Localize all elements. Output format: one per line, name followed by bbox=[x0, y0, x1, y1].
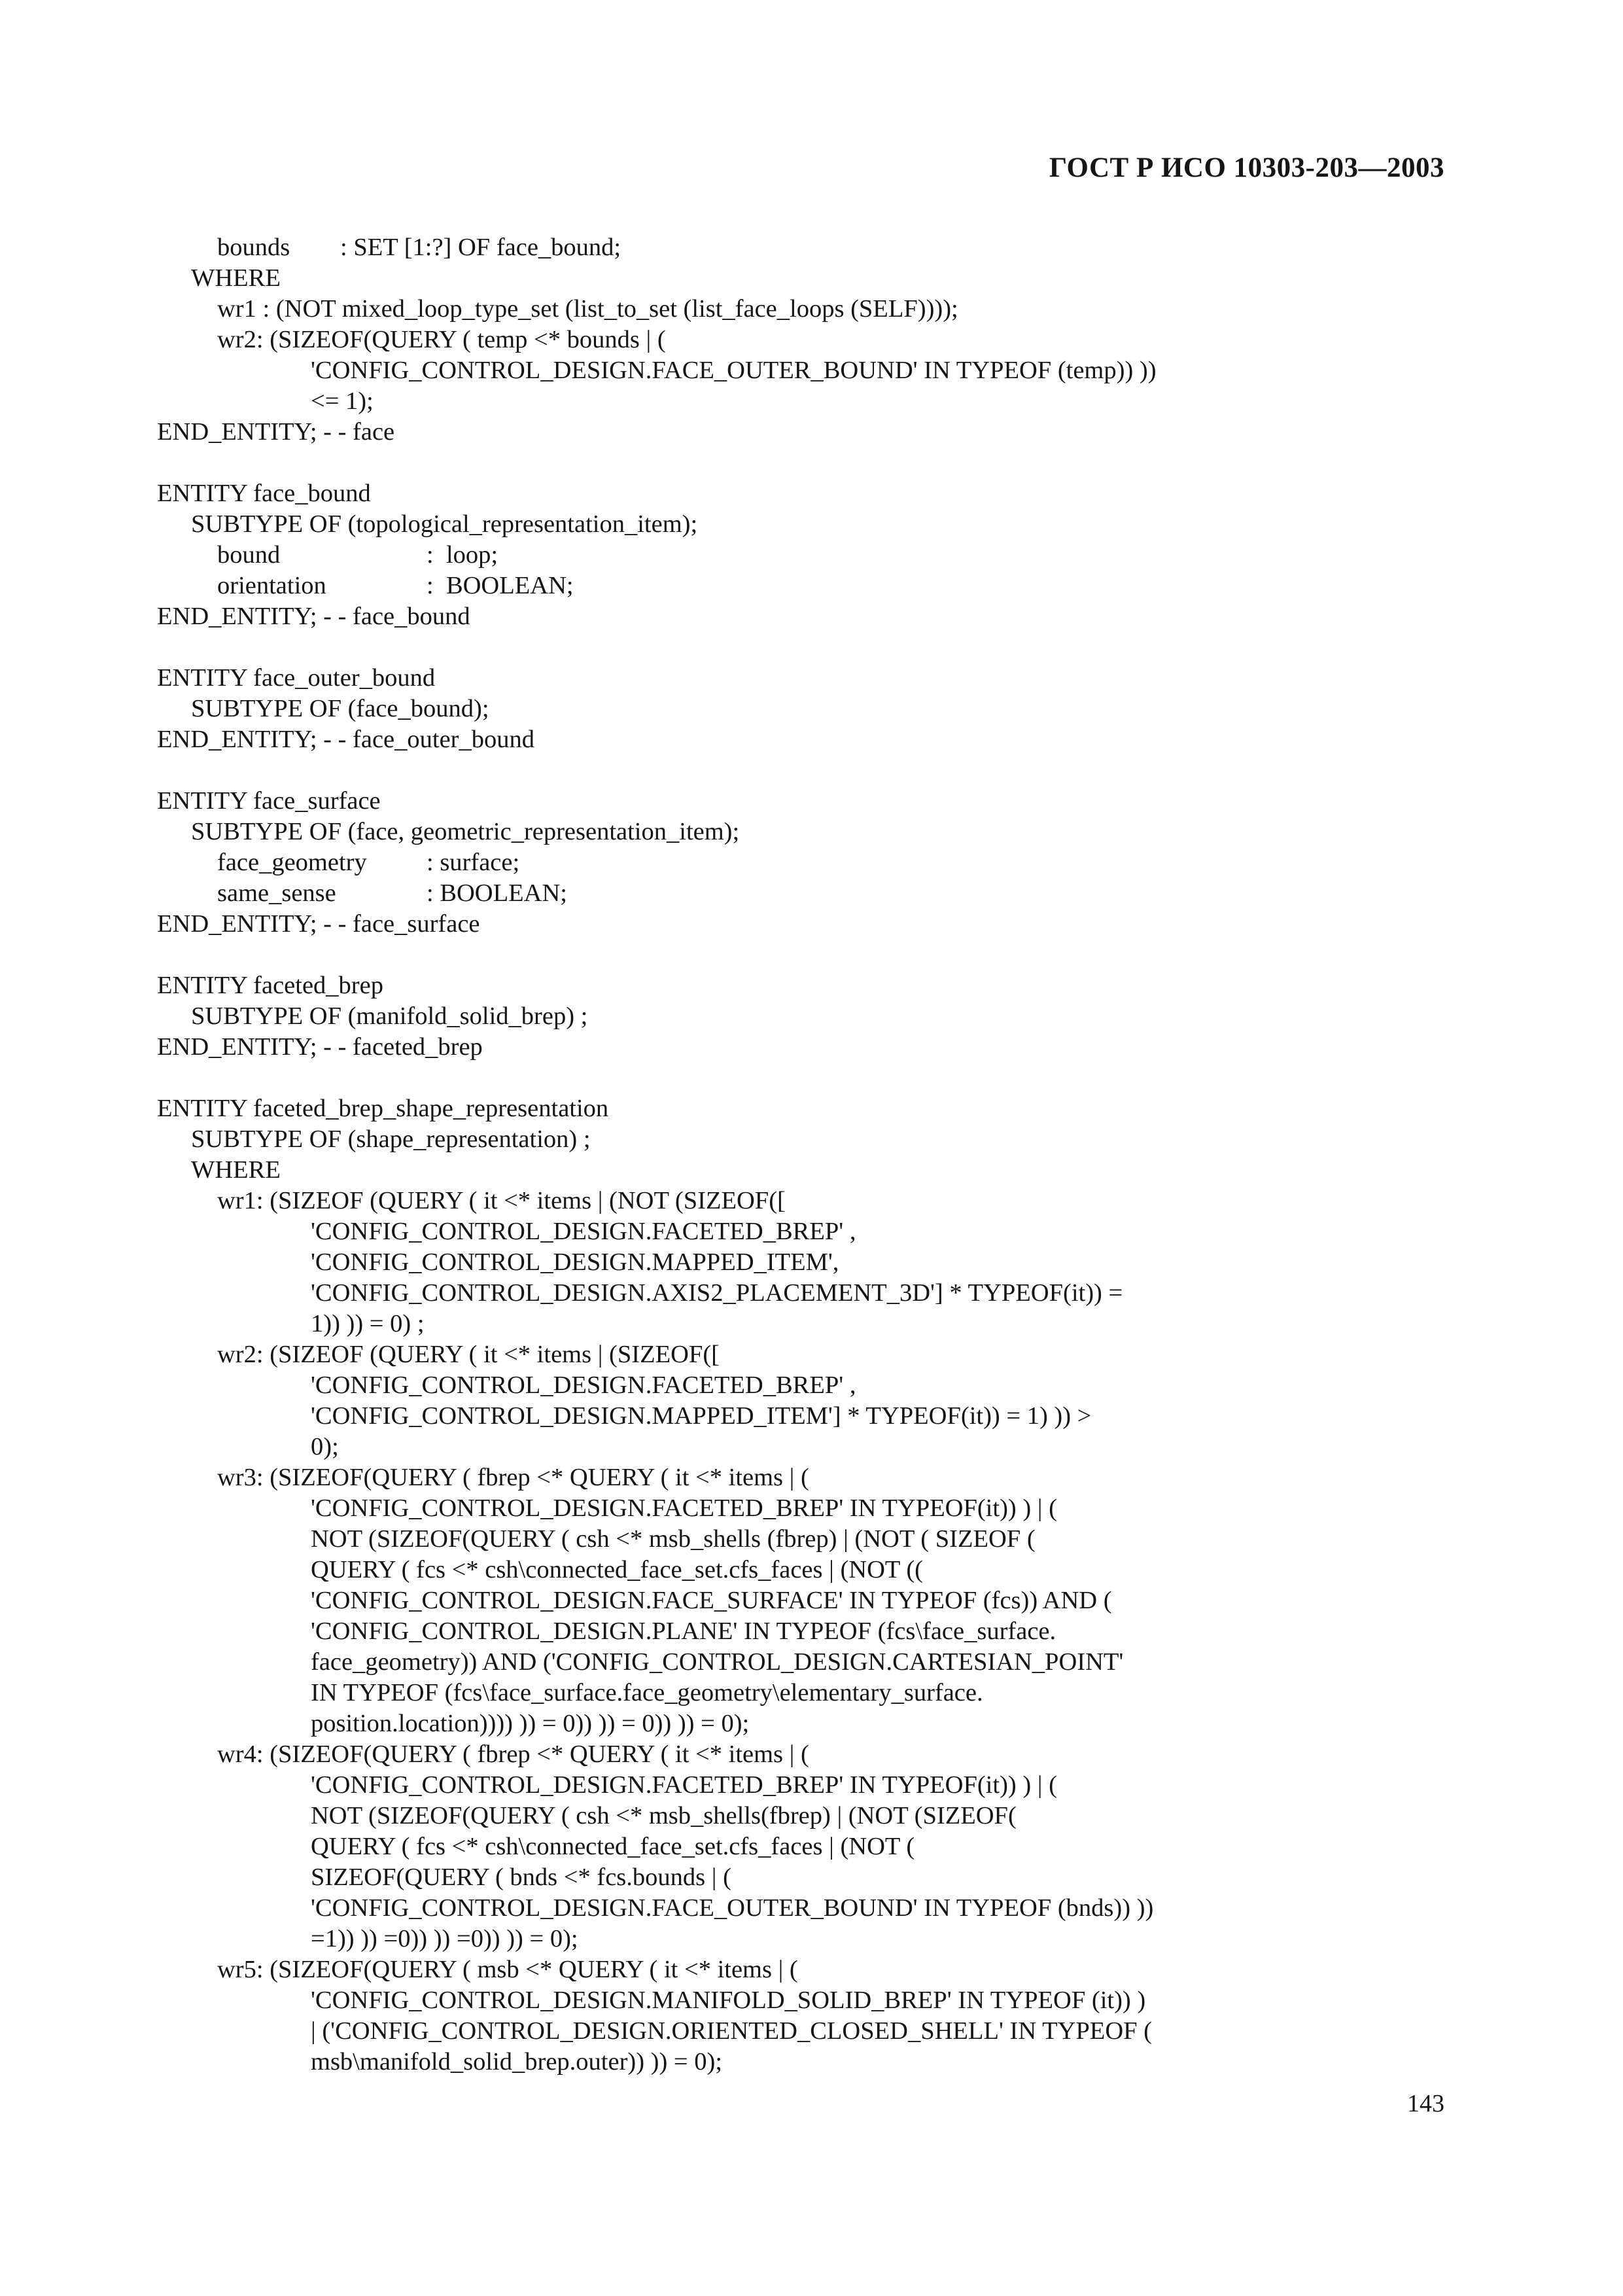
attribute-type: : surface; bbox=[427, 849, 520, 876]
code-line: NOT (SIZEOF(QUERY ( csh <* msb_shells (fbrep) | (NOT ( SIZEOF ( bbox=[311, 1525, 1036, 1553]
attribute-name: bounds bbox=[217, 234, 290, 261]
code-line: ENTITY face_surface bbox=[157, 787, 381, 815]
code-line: SUBTYPE OF (manifold_solid_brep) ; bbox=[191, 1002, 588, 1030]
attribute-name: bound bbox=[217, 541, 281, 569]
code-line: 'CONFIG_CONTROL_DESIGN.FACE_OUTER_BOUND' IN TYPEOF (temp)) )) bbox=[311, 357, 1157, 384]
code-line bbox=[217, 232, 621, 263]
code-line bbox=[217, 878, 567, 909]
attribute-name: face_geometry bbox=[217, 849, 367, 876]
attribute-name: same_sense bbox=[217, 879, 336, 907]
code-line: wr1: (SIZEOF (QUERY ( it <* items | (NOT (SIZEOF([ bbox=[217, 1187, 786, 1214]
code-line: END_ENTITY; - - face_outer_bound bbox=[157, 726, 534, 753]
code-line: 'CONFIG_CONTROL_DESIGN.MAPPED_ITEM', bbox=[311, 1248, 839, 1276]
code-line: | ('CONFIG_CONTROL_DESIGN.ORIENTED_CLOSED_SHELL' IN TYPEOF ( bbox=[311, 2017, 1152, 2045]
code-line: wr2: (SIZEOF (QUERY ( it <* items | (SIZEOF([ bbox=[217, 1341, 720, 1368]
code-line: END_ENTITY; - - faceted_brep bbox=[157, 1033, 483, 1061]
attribute-type: : BOOLEAN; bbox=[427, 572, 574, 599]
code-line: 'CONFIG_CONTROL_DESIGN.FACETED_BREP' IN TYPEOF(it)) ) | ( bbox=[311, 1494, 1057, 1522]
code-line: wr2: (SIZEOF(QUERY ( temp <* bounds | ( bbox=[217, 326, 666, 353]
code-line: position.location)))) )) = 0)) )) = 0)) )) = 0); bbox=[311, 1710, 750, 1737]
code-line: wr5: (SIZEOF(QUERY ( msb <* QUERY ( it <* items | ( bbox=[217, 1956, 798, 1983]
code-line: WHERE bbox=[191, 264, 281, 292]
code-line bbox=[217, 847, 520, 878]
code-line: QUERY ( fcs <* csh\connected_face_set.cfs_faces | (NOT (( bbox=[311, 1556, 923, 1583]
code-line: 'CONFIG_CONTROL_DESIGN.FACE_OUTER_BOUND' IN TYPEOF (bnds)) )) bbox=[311, 1894, 1154, 1922]
code-line: face_geometry)) AND ('CONFIG_CONTROL_DESIGN.CARTESIAN_POINT' bbox=[311, 1648, 1124, 1676]
code-line: 'CONFIG_CONTROL_DESIGN.MANIFOLD_SOLID_BREP' IN TYPEOF (it)) ) bbox=[311, 1987, 1146, 2014]
code-line: SUBTYPE OF (face, geometric_representation_item); bbox=[191, 818, 740, 845]
code-line: 'CONFIG_CONTROL_DESIGN.FACETED_BREP' , bbox=[311, 1218, 856, 1245]
code-line: SIZEOF(QUERY ( bnds <* fcs.bounds | ( bbox=[311, 1863, 731, 1891]
code-line: 'CONFIG_CONTROL_DESIGN.AXIS2_PLACEMENT_3D'] * TYPEOF(it)) = bbox=[311, 1279, 1123, 1307]
code-line: WHERE bbox=[191, 1156, 281, 1184]
code-line: 'CONFIG_CONTROL_DESIGN.MAPPED_ITEM'] * TYPEOF(it)) = 1) )) > bbox=[311, 1402, 1092, 1430]
code-line: ENTITY face_bound bbox=[157, 480, 371, 507]
code-line bbox=[217, 540, 498, 571]
attribute-type: : BOOLEAN; bbox=[427, 879, 567, 907]
code-line: ENTITY face_outer_bound bbox=[157, 664, 436, 692]
code-line: msb\manifold_solid_brep.outer)) )) = 0); bbox=[311, 2048, 723, 2075]
code-line: wr1 : (NOT mixed_loop_type_set (list_to_set (list_face_loops (SELF)))); bbox=[217, 295, 958, 323]
code-line: <= 1); bbox=[311, 387, 374, 415]
code-line: IN TYPEOF (fcs\face_surface.face_geometry\elementary_surface. bbox=[311, 1679, 983, 1706]
code-line: 'CONFIG_CONTROL_DESIGN.FACE_SURFACE' IN TYPEOF (fcs)) AND ( bbox=[311, 1587, 1112, 1614]
code-line: NOT (SIZEOF(QUERY ( csh <* msb_shells(fbrep) | (NOT (SIZEOF( bbox=[311, 1802, 1017, 1829]
code-line: END_ENTITY; - - face_surface bbox=[157, 910, 480, 938]
code-line: END_ENTITY; - - face_bound bbox=[157, 603, 470, 630]
attribute-name: orientation bbox=[217, 572, 326, 599]
code-line: 0); bbox=[311, 1433, 339, 1460]
code-line: ENTITY faceted_brep_shape_representation bbox=[157, 1095, 609, 1122]
code-line: =1)) )) =0)) )) =0)) )) = 0); bbox=[311, 1925, 578, 1952]
code-line: SUBTYPE OF (topological_representation_item); bbox=[191, 510, 698, 538]
code-line: QUERY ( fcs <* csh\connected_face_set.cfs_faces | (NOT ( bbox=[311, 1833, 915, 1860]
code-line: 1)) )) = 0) ; bbox=[311, 1310, 425, 1337]
page-number: 143 bbox=[1407, 2090, 1444, 2117]
code-line: SUBTYPE OF (shape_representation) ; bbox=[191, 1125, 591, 1153]
code-line bbox=[217, 571, 574, 601]
attribute-type: : loop; bbox=[427, 541, 498, 569]
code-line: 'CONFIG_CONTROL_DESIGN.PLANE' IN TYPEOF (fcs\face_surface. bbox=[311, 1617, 1056, 1645]
document-header: ГОСТ Р ИСО 10303-203—2003 bbox=[1049, 152, 1444, 183]
code-line: ENTITY faceted_brep bbox=[157, 972, 383, 999]
attribute-type: : SET [1:?] OF face_bound; bbox=[340, 234, 621, 261]
code-line: 'CONFIG_CONTROL_DESIGN.FACETED_BREP' IN TYPEOF(it)) ) | ( bbox=[311, 1771, 1057, 1799]
code-line: END_ENTITY; - - face bbox=[157, 418, 395, 446]
code-line: wr4: (SIZEOF(QUERY ( fbrep <* QUERY ( it <* items | ( bbox=[217, 1740, 809, 1768]
code-line: 'CONFIG_CONTROL_DESIGN.FACETED_BREP' , bbox=[311, 1371, 856, 1399]
code-line: wr3: (SIZEOF(QUERY ( fbrep <* QUERY ( it <* items | ( bbox=[217, 1464, 809, 1491]
code-line: SUBTYPE OF (face_bound); bbox=[191, 695, 489, 722]
